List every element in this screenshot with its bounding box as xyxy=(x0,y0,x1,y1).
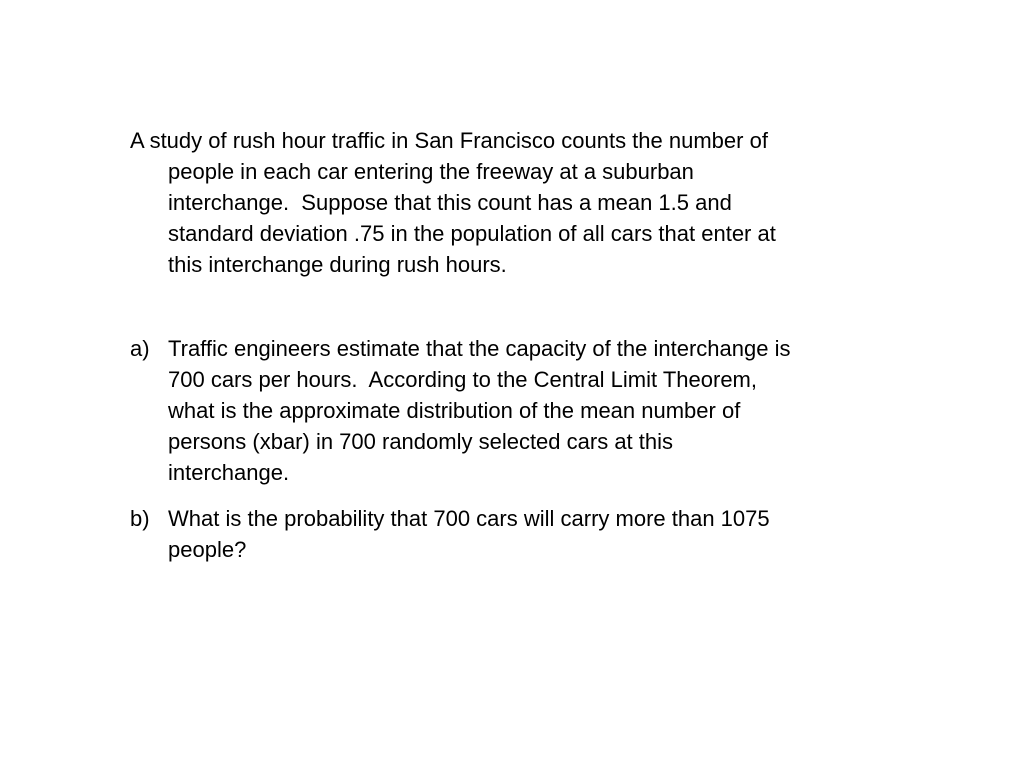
question-a-text xyxy=(168,333,910,488)
question-a-marker: a) xyxy=(130,336,150,361)
problem-statement-line-3: interchange. Suppose that this count has a mean 1.5 and xyxy=(168,190,732,215)
question-b-text xyxy=(168,503,910,565)
question-a-line-3: what is the approximate distribution of the mean number of xyxy=(168,398,741,423)
problem-statement xyxy=(130,125,910,280)
problem-statement-line-4: standard deviation .75 in the population of all cars that enter at xyxy=(168,221,776,246)
question-b-line-1: What is the probability that 700 cars will carry more than 1075 xyxy=(168,506,770,531)
question-b-line-2: people? xyxy=(168,537,247,562)
question-b xyxy=(130,503,910,565)
question-a-line-4: persons (xbar) in 700 randomly selected cars at this xyxy=(168,429,674,454)
problem-statement-line-5: this interchange during rush hours. xyxy=(168,252,507,277)
question-a-line-1: Traffic engineers estimate that the capacity of the interchange is xyxy=(168,336,791,361)
question-a xyxy=(130,333,910,488)
problem-statement-line-1: A study of rush hour traffic in San Francisco counts the number of xyxy=(130,128,768,153)
question-b-marker: b) xyxy=(130,506,150,531)
question-list xyxy=(130,333,910,565)
question-a-line-5: interchange. xyxy=(168,460,290,485)
question-a-line-2: 700 cars per hours. According to the Central Limit Theorem, xyxy=(168,367,757,392)
problem-statement-line-2: people in each car entering the freeway at a suburban xyxy=(168,159,694,184)
slide-content xyxy=(130,125,910,580)
